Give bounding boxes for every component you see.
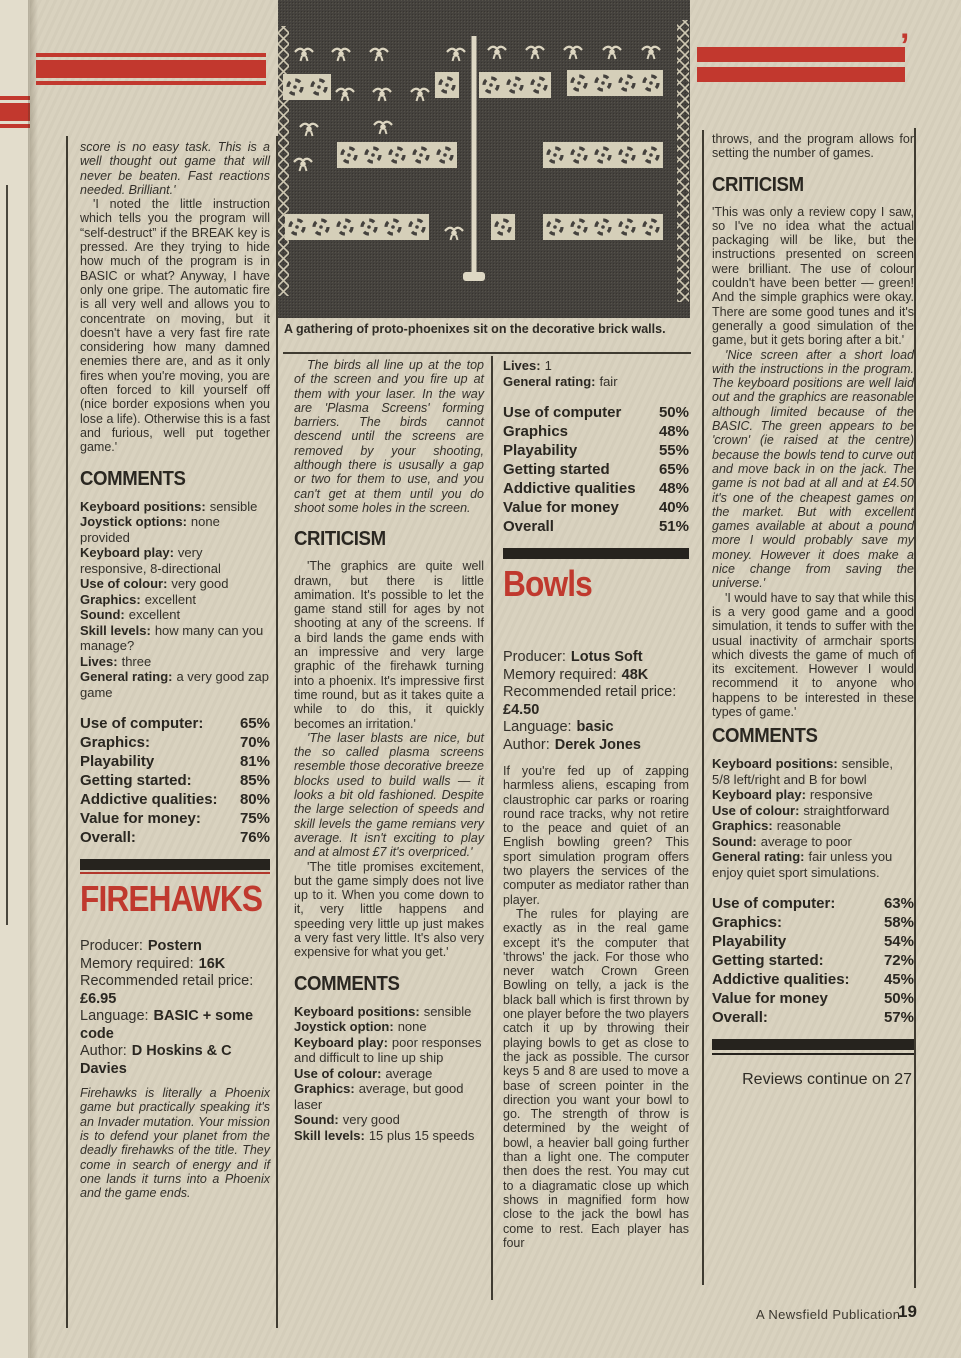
comment-label: Keyboard play: (294, 1034, 388, 1050)
rating-row (80, 771, 270, 790)
info-row (503, 667, 689, 685)
rating-label: Addictive qualities: (712, 971, 850, 989)
comment-value: 1 (544, 358, 552, 373)
rating-value: 48% (658, 423, 689, 440)
column-rule (276, 136, 278, 1328)
rating-value: 65% (239, 715, 270, 733)
comment-item (712, 849, 914, 880)
rating-value: 63% (883, 895, 914, 913)
rating-row (712, 1008, 914, 1027)
ratings-table-firehawks (503, 403, 689, 536)
comments-list (712, 756, 914, 880)
comment-item (80, 607, 270, 623)
rating-label: Value for money: (80, 810, 201, 828)
comment-value: average (385, 1065, 433, 1081)
rating-label: Getting started: (712, 952, 824, 970)
rating-label: Graphics (503, 423, 569, 440)
rating-value: 54% (883, 933, 914, 951)
comment-value: very responsive, 8-directional (80, 545, 221, 576)
comment-label: Use of colour: (80, 576, 168, 592)
comment-value: sensible (423, 1003, 472, 1019)
paragraph: 'Nice screen after a short load with the instructions in the program. The keyboard positions are well laid out and the graphics are reasonable although limited because of the BASIC. The green appears to be 'crown' (ie raised at the centre) because the bowls tend to curve out and move back in on the jack. The game is not bad at all and at £4.50 it's one of the cheapest games on the market. But with excellent games available at about a pound more I would probably save my money. However it does make a nice change from saving the universe.' (712, 347, 914, 591)
column-3 (503, 358, 689, 1250)
comment-label: General rating: (712, 849, 805, 865)
comment-item (712, 756, 914, 787)
adjacent-page-rule (6, 185, 8, 925)
comment-item (294, 1081, 484, 1112)
comments-heading: COMMENTS (712, 725, 818, 748)
info-value: Derek Jones (554, 736, 641, 753)
rating-label: Playability (712, 933, 787, 951)
info-block (80, 938, 270, 1078)
publisher-footer: A Newsfield Publication (756, 1307, 901, 1322)
rating-label: Overall (503, 518, 554, 535)
comment-label: Use of colour: (712, 802, 800, 818)
info-label: Language: (80, 1008, 149, 1025)
comment-value: three (121, 653, 152, 669)
comment-item (80, 545, 270, 576)
column-rule (66, 136, 68, 1328)
rating-value: 57% (883, 1009, 914, 1027)
paragraph: 'The graphics are quite well drawn, but there is little amimation. It's possible to let the game stand still for ages by not shooting at any of the screens. If a bird lands the game ends with an impressive and very large graphic of the firehawk turning into a phoenix. It's impressive first time round, but as it takes quite a while to do this, it quickly becomes an irritation.' (294, 559, 484, 731)
rating-value: 50% (883, 990, 914, 1008)
rating-row (712, 989, 914, 1008)
comment-item (712, 818, 914, 834)
rating-row (80, 733, 270, 752)
info-value: £4.50 (503, 701, 540, 718)
comment-item (294, 1112, 484, 1128)
rating-value: 80% (239, 791, 270, 809)
comment-label: Sound: (294, 1112, 339, 1128)
info-row (80, 973, 270, 1008)
paragraph: 'I would have to say that while this is a very good game and a good simulation, it tends to suffer with the usual inactivity of armchair sports which divests the game of much of its excitement. However I would recommend it to anyone who happens to be interested in these types of game.' (712, 590, 914, 719)
criticism-heading: CRITICISM (712, 173, 804, 196)
review-text (80, 140, 270, 455)
wall-segment (283, 74, 331, 100)
rating-row (80, 714, 270, 733)
game-intro (80, 1086, 270, 1200)
rating-label: Addictive qualities (503, 480, 636, 497)
game-title-bowls: Bowls (503, 563, 592, 604)
comment-value: how many can you manage? (80, 622, 264, 654)
info-row (503, 719, 689, 737)
comment-label: Sound: (712, 833, 757, 849)
comment-value: sensible (209, 498, 258, 514)
rating-row (503, 441, 689, 460)
comment-value: a very good zap game (80, 669, 269, 700)
comment-item (294, 1035, 484, 1066)
comment-value: fair (599, 373, 618, 389)
comment-item (712, 787, 914, 803)
comment-value: very good (342, 1112, 400, 1128)
paragraph: The rules for playing are exactly as in the real game except it's the computer that 'throws' the jack. For those who never watch Crown Green Bowling on telly, a jack is the black ball which is first thrown by one player before the two players catch it up by throwing their playing bowls to get as close to the jack as possible. The cursor keys 5 and 8 are used to move a base of screen pointer in the direction you want your bowl to go. The strength of throw is determined by the weight of bowl, a heavier ball going further than a light one. The computer then does the rest. You may cut to a diagramatic close up which shows in magnified form how close to the jack the bowl has come to rest. Each player has four (503, 906, 689, 1250)
comment-value: excellent (128, 607, 181, 623)
review-text (712, 205, 914, 720)
rating-row (503, 479, 689, 498)
ratings-table-bowls (712, 894, 914, 1027)
rating-value: 76% (239, 829, 270, 847)
rating-row (712, 932, 914, 951)
info-value: £6.95 (80, 990, 117, 1007)
comment-label: Keyboard play: (712, 787, 806, 803)
paragraph: 'I noted the little instruction which tells you the program will “self-destruct” if the BREAK key is pressed. Are they trying to hide how much of the program is in BASIC or what? Anyway, I have only one gripe. The automatic fire is all very well and allows you to concentrate on moving, but it doesn't have a very fast fire rate considering how many damned enemies there are, and as it only fires when you're moving, you are often forced to kill yourself off (nice border exposions when you lose a life). Otherwise this is a fast and furious, well put together game.' (80, 197, 270, 455)
column-1 (80, 140, 270, 1200)
page-number: 19 (898, 1302, 917, 1321)
paragraph: 'This was only a review copy I saw, so I've no idea what the actual packaging will be like, but the instructions presented on screen were brilliant. The use of colour couldn't have been better — green! And the simple graphics were okay. There are some good tunes and it's generally a good simulation of the game, but it gets boring after a bit.' (712, 204, 914, 348)
comment-label: Skill levels: (80, 622, 151, 638)
rating-row (712, 951, 914, 970)
rating-label: Graphics: (80, 734, 151, 752)
game-intro (294, 358, 484, 515)
rating-value: 72% (883, 952, 914, 970)
comment-label: Lives: (80, 653, 118, 669)
comment-value: responsive (809, 787, 873, 803)
rating-label: Overall: (712, 1009, 768, 1027)
rating-label: Playability (80, 753, 155, 771)
column-4 (712, 132, 914, 1089)
rating-row (503, 460, 689, 479)
wall-segment (543, 214, 663, 240)
paragraph: score is no easy task. This is a well thought out game that will never be beaten. Fast reactions needed. Brilliant.' (80, 140, 270, 197)
rating-value: 51% (658, 518, 689, 535)
rating-label: Use of computer (503, 404, 622, 421)
info-label: Producer: (80, 938, 143, 955)
rating-row (80, 828, 270, 847)
review-text (294, 559, 484, 959)
rating-row (80, 790, 270, 809)
info-value: BASIC + some code (80, 1008, 254, 1042)
info-value: basic (576, 719, 614, 735)
rating-row (712, 894, 914, 913)
continued-text (712, 132, 914, 161)
comment-item (80, 499, 270, 515)
adjacent-page-stripes (0, 96, 30, 128)
comment-value: straightforward (803, 802, 890, 818)
comment-label: Keyboard positions: (712, 756, 838, 772)
comment-item (712, 803, 914, 819)
rating-value: 48% (658, 480, 689, 497)
rating-row (503, 422, 689, 441)
rating-label: Use of computer: (712, 895, 836, 913)
paragraph: throws, and the program allows for setting the number of games. (712, 132, 914, 161)
info-row (80, 938, 270, 956)
paragraph: 'The title promises excitement, but the game simply does not live up to it. When you come down to it, very little happens and speeding very little up just makes a very fast very little. It's also very expensive for what you get.' (294, 859, 484, 960)
comments-heading: COMMENTS (80, 467, 186, 490)
rating-row (503, 403, 689, 422)
rating-value: 50% (658, 404, 689, 421)
rating-label: Value for money (712, 990, 828, 1008)
screenshot-caption: A gathering of proto-phoenixes sit on the decorative brick walls. (284, 322, 666, 336)
info-value: Postern (147, 938, 202, 955)
info-label: Recommended retail price: (503, 684, 677, 700)
info-label: Author: (503, 736, 550, 753)
info-row (503, 649, 689, 667)
section-divider (712, 1039, 914, 1055)
comment-label: Joystick options: (80, 514, 187, 530)
paragraph: Firehawks is literally a Phoenix game but practically speaking it's an Invader mutation. Your mission is to defend your planet from the deadly firehawks of the title. They come in search of energy and if one lands it turns into a Phoenix and the game ends. (80, 1086, 270, 1201)
comment-label: Joystick option: (294, 1019, 394, 1035)
decorative-stripes-left (36, 53, 266, 85)
rating-row (503, 498, 689, 517)
info-value: Lotus Soft (570, 649, 643, 665)
comment-item (294, 1066, 484, 1082)
comment-item (712, 834, 914, 850)
rating-value: 40% (658, 499, 689, 516)
paragraph: If you're fed up of zapping harmless aliens, escaping from claustrophic car parks or roaring round race tracks, why not retire to the peace and quiet of an English bowling green? This sport simulation program offers two players the services of the computer as mediator rather than player. (503, 764, 689, 907)
rating-value: 55% (658, 442, 689, 459)
paragraph: 'The laser blasts are nice, but the so called plasma screens resemble those decorative breeze blocks used to build walls — it looks a bit old fashioned. Despite the large selection of speeds and skill levels the game remians very average. It isn't exciting to play and at almost £7 it's overpriced.' (294, 730, 484, 860)
comment-label: Keyboard positions: (294, 1003, 420, 1019)
info-block (503, 649, 689, 754)
comment-label: Use of colour: (294, 1065, 382, 1081)
rating-label: Overall: (80, 829, 136, 847)
rating-value: 65% (658, 461, 689, 478)
decorative-stripes-right (697, 47, 905, 87)
comment-value: average, but good laser (294, 1081, 464, 1112)
section-divider (503, 548, 689, 559)
adjacent-page-edge (0, 0, 30, 1358)
column-rule (702, 130, 704, 1285)
review-text (503, 764, 689, 1250)
info-label: Language: (503, 719, 572, 735)
comment-label: Skill levels: (294, 1127, 365, 1143)
rating-row (503, 517, 689, 536)
rating-row (80, 809, 270, 828)
comment-label: Keyboard positions: (80, 498, 206, 514)
rating-value: 45% (883, 971, 914, 989)
comment-item (80, 576, 270, 592)
comment-label: Sound: (80, 607, 125, 623)
caption-rule (283, 352, 691, 354)
comments-list (80, 499, 270, 701)
wall-segment (285, 214, 429, 240)
right-lattice-border (677, 20, 689, 302)
page-crease-shadow (28, 0, 38, 1358)
laser-pole-base (463, 272, 485, 281)
comment-item (80, 669, 270, 700)
wall-segment (435, 72, 459, 98)
rating-label: Playability (503, 442, 578, 459)
wall-segment (543, 142, 663, 168)
wall-segment (491, 214, 515, 240)
comment-value: none provided (80, 514, 220, 545)
section-divider (80, 859, 270, 874)
rating-label: Graphics: (712, 914, 783, 932)
info-label: Author: (80, 1043, 127, 1060)
comment-value: excellent (144, 591, 196, 607)
info-value: 16K (198, 955, 226, 972)
comment-item (80, 592, 270, 608)
comment-item (294, 1004, 484, 1020)
rating-row (80, 752, 270, 771)
reviews-continue-note: Reviews continue on 27 (742, 1071, 912, 1089)
wall-segment (479, 72, 551, 98)
comment-label: General rating: (80, 669, 173, 685)
info-value: D Hoskins & C Davies (80, 1043, 232, 1077)
info-label: Memory required: (80, 955, 194, 972)
rating-row (712, 913, 914, 932)
red-tick-mark: ’ (900, 27, 910, 65)
rating-label: Value for money (503, 499, 619, 516)
comment-value: very good (171, 576, 229, 592)
info-row (80, 956, 270, 974)
column-rule (914, 128, 916, 1288)
rating-value: 58% (883, 914, 914, 932)
info-row (80, 1043, 270, 1078)
rating-value: 70% (239, 734, 270, 752)
comment-value: 15 plus 15 speeds (368, 1127, 475, 1143)
comments-heading: COMMENTS (294, 972, 400, 995)
info-row (503, 737, 689, 755)
info-label: Memory required: (503, 666, 617, 683)
paragraph: The birds all line up at the top of the screen and you fire up at them with your laser. In the way are 'Plasma Screens' forming barriers. The birds cannot descend until the screens are removed by your shooting, although there is ususally a gap or two for them to use, and you can't get at them until you do shoot some holes in the screen. (294, 358, 484, 515)
comment-value: average to poor (760, 833, 852, 849)
laser-pole (472, 36, 477, 274)
rating-label: Use of computer: (80, 715, 204, 733)
left-lattice-border (278, 26, 289, 296)
comment-label: General rating: (503, 373, 596, 389)
info-value: 48K (621, 666, 649, 683)
rating-label: Getting started (503, 461, 610, 478)
comment-item (80, 654, 270, 670)
comment-value: fair unless you enjoy quiet sport simulations. (712, 849, 893, 880)
wall-segment (567, 70, 663, 96)
comment-label: Lives: (503, 358, 541, 373)
rating-value: 85% (239, 772, 270, 790)
info-label: Producer: (503, 649, 566, 665)
comment-item (503, 374, 689, 390)
comment-value: sensible, 5/8 left/right and B for bowl (712, 756, 893, 787)
column-rule (491, 356, 493, 1300)
rating-label: Addictive qualities: (80, 791, 218, 809)
comment-value: reasonable (776, 818, 842, 834)
comment-label: Graphics: (712, 818, 773, 834)
info-label: Recommended retail price: (80, 973, 254, 990)
column-2 (294, 358, 484, 1143)
comment-label: Keyboard play: (80, 545, 174, 561)
rating-value: 81% (239, 753, 270, 771)
comments-list (294, 1004, 484, 1144)
ratings-table-firehawks-prev (80, 714, 270, 847)
game-screenshot (278, 0, 690, 318)
info-row (503, 684, 689, 719)
comment-value: none (397, 1019, 427, 1035)
rating-label: Getting started: (80, 772, 192, 790)
comment-item (80, 514, 270, 545)
game-title-firehawks: FIREHAWKS (80, 878, 263, 920)
rating-row (712, 970, 914, 989)
rating-value: 75% (239, 810, 270, 828)
comment-item (294, 1128, 484, 1144)
comment-label: Graphics: (80, 591, 141, 607)
comment-value: poor responses and difficult to line up ship (294, 1034, 482, 1066)
comment-label: Graphics: (294, 1081, 355, 1097)
comment-item (503, 358, 689, 374)
wall-segment (337, 142, 457, 168)
comment-item (294, 1019, 484, 1035)
comment-item (80, 623, 270, 654)
info-row (80, 1008, 270, 1043)
stats-list (503, 358, 689, 389)
criticism-heading: CRITICISM (294, 528, 386, 551)
